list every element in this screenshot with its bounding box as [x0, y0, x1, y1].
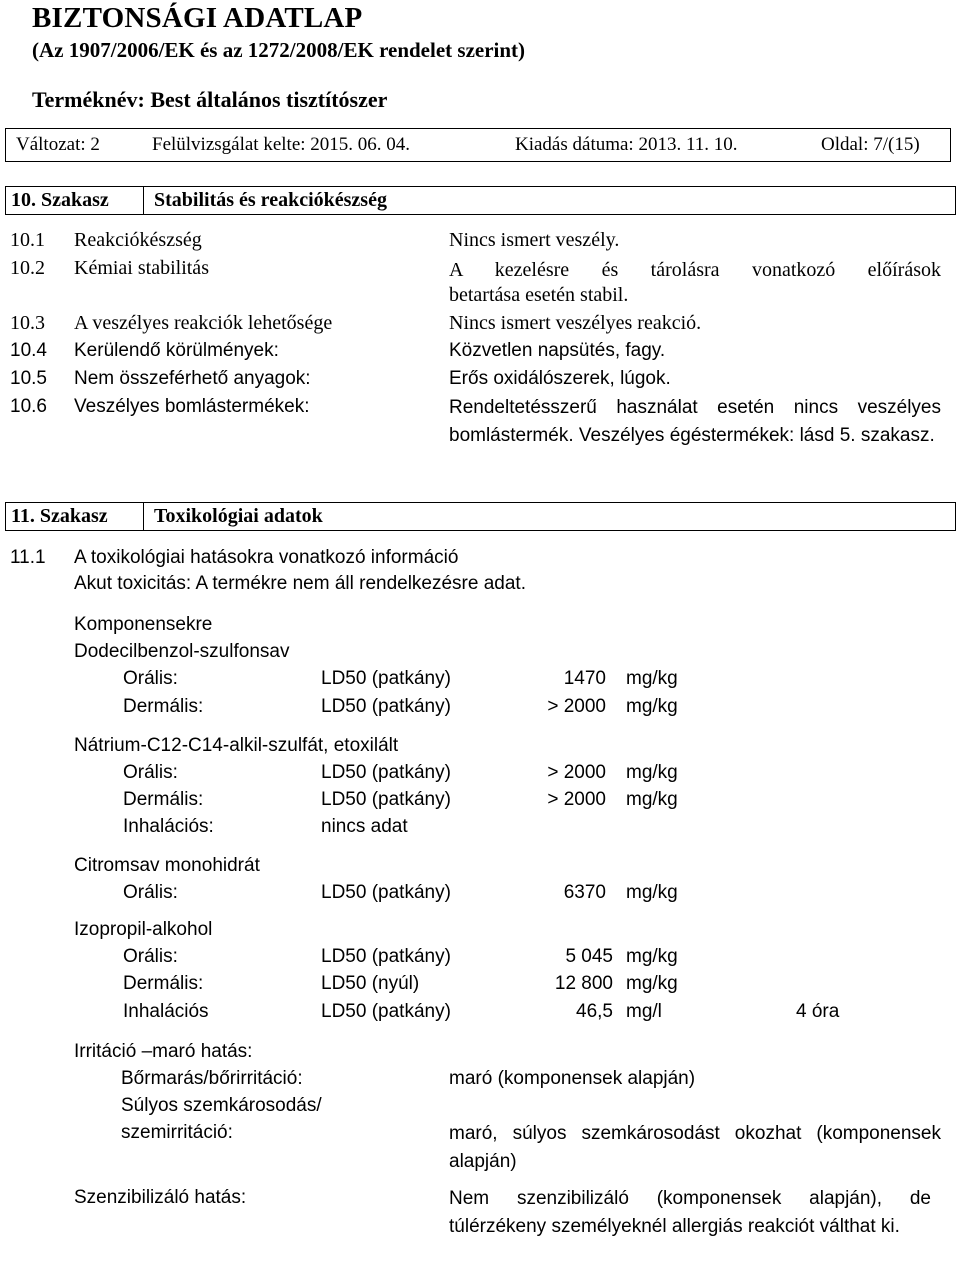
revision-date: Felülvizsgálat kelte: 2015. 06. 04. — [152, 134, 411, 155]
route: Orális: — [123, 882, 178, 903]
section-title: Toxikológiai adatok — [154, 505, 323, 527]
item-number: 10.1 — [10, 229, 45, 251]
unit: mg/l — [626, 1001, 662, 1022]
subsection-number: 11.1 — [10, 547, 46, 568]
test: LD50 (patkány) — [321, 882, 451, 903]
sensitization-label: Szenzibilizáló hatás: — [74, 1187, 247, 1208]
item-value-line: A kezelésre és tárolásra vonatkozó előírások — [449, 259, 941, 281]
item-value: Rendeltetésszerű használat esetén nincs veszélyes bomlástermék. Veszélyes égéstermékek: lásd 5. szakasz. — [449, 397, 941, 446]
value: > 2000 — [547, 696, 606, 717]
test: LD50 (patkány) — [321, 668, 451, 689]
item-label: Kémiai stabilitás — [74, 257, 209, 279]
subsection-title: A toxikológiai hatásokra vonatkozó információ — [74, 547, 459, 568]
test: LD50 (patkány) — [321, 696, 451, 717]
item-number: 10.6 — [10, 396, 47, 417]
component-name: Dodecilbenzol-szulfonsav — [74, 641, 290, 662]
test: nincs adat — [321, 816, 408, 837]
unit: mg/kg — [626, 668, 678, 689]
test: LD50 (patkány) — [321, 1001, 451, 1022]
item-label: A veszélyes reakciók lehetősége — [74, 312, 333, 334]
value: 46,5 — [576, 1001, 613, 1022]
route: Orális: — [123, 762, 178, 783]
section-number: 10. Szakasz — [11, 189, 109, 211]
item-value: Közvetlen napsütés, fagy. — [449, 340, 666, 361]
document-info-bar — [5, 128, 951, 162]
components-heading: Komponensekre — [74, 614, 213, 635]
unit: mg/kg — [626, 946, 678, 967]
item-value: Nincs ismert veszély. — [449, 229, 620, 251]
route: Dermális: — [123, 789, 204, 810]
exposure-duration: 4 óra — [796, 1001, 840, 1022]
route: Inhalációs: — [123, 816, 214, 837]
issue-date: Kiadás dátuma: 2013. 11. 10. — [515, 134, 738, 155]
component-name: Citromsav monohidrát — [74, 855, 260, 876]
page-number: Oldal: 7/(15) — [821, 134, 920, 155]
document-title: BIZTONSÁGI ADATLAP — [32, 2, 363, 34]
value: 1470 — [563, 668, 606, 689]
item-value: betartása esetén stabil. — [449, 284, 629, 306]
eye-label-line-2: szemirritáció: — [121, 1122, 233, 1143]
unit: mg/kg — [626, 973, 678, 994]
version-label: Változat: 2 — [16, 134, 100, 155]
component-name: Nátrium-C12-C14-alkil-szulfát, etoxilált — [74, 735, 399, 756]
section-title: Stabilitás és reakciókészség — [154, 189, 387, 211]
route: Orális: — [123, 668, 178, 689]
value: 12 800 — [554, 973, 613, 994]
item-number: 10.4 — [10, 340, 47, 361]
route: Orális: — [123, 946, 178, 967]
eye-value: maró, súlyos szemkárosodást okozhat (komponensek alapján) — [449, 1123, 941, 1172]
item-label: Nem összeférhető anyagok: — [74, 368, 311, 389]
header-divider — [143, 187, 144, 214]
value: 6370 — [563, 882, 606, 903]
item-number: 10.3 — [10, 312, 45, 334]
item-value: Erős oxidálószerek, lúgok. — [449, 368, 671, 389]
sensitization-value: Nem szenzibilizáló (komponensek alapján), de túlérzékeny személyeknél allergiás reakciót válthat ki. — [449, 1188, 931, 1237]
regulation-subtitle: (Az 1907/2006/EK és az 1272/2008/EK rendelet szerint) — [32, 38, 526, 62]
test: LD50 (patkány) — [321, 789, 451, 810]
product-name: Terméknév: Best általános tisztítószer — [32, 87, 388, 112]
value: > 2000 — [547, 762, 606, 783]
test: LD50 (patkány) — [321, 762, 451, 783]
item-label: Veszélyes bomlástermékek: — [74, 396, 310, 417]
value: 5 045 — [565, 946, 613, 967]
acute-toxicity-note: Akut toxicitás: A termékre nem áll rendelkezésre adat. — [74, 573, 526, 594]
unit: mg/kg — [626, 789, 678, 810]
section-11-header — [5, 502, 956, 531]
unit: mg/kg — [626, 696, 678, 717]
eye-label-line-1: Súlyos szemkárosodás/ — [121, 1095, 322, 1116]
header-divider — [143, 503, 144, 530]
item-number: 10.5 — [10, 368, 47, 389]
unit: mg/kg — [626, 762, 678, 783]
skin-label: Bőrmarás/bőrirritáció: — [121, 1068, 303, 1089]
route: Dermális: — [123, 973, 204, 994]
item-value: Nincs ismert veszélyes reakció. — [449, 312, 702, 334]
skin-value: maró (komponensek alapján) — [449, 1068, 696, 1089]
section-number: 11. Szakasz — [11, 505, 108, 527]
test: LD50 (patkány) — [321, 946, 451, 967]
item-number: 10.2 — [10, 257, 45, 279]
component-name: Izopropil-alkohol — [74, 919, 213, 940]
irritation-heading: Irritáció –maró hatás: — [74, 1041, 253, 1062]
item-label: Reakciókészség — [74, 229, 202, 251]
test: LD50 (nyúl) — [321, 973, 420, 994]
value: > 2000 — [547, 789, 606, 810]
unit: mg/kg — [626, 882, 678, 903]
route: Dermális: — [123, 696, 204, 717]
item-label: Kerülendő körülmények: — [74, 340, 279, 361]
route: Inhalációs — [123, 1001, 209, 1022]
section-10-header — [5, 186, 956, 215]
